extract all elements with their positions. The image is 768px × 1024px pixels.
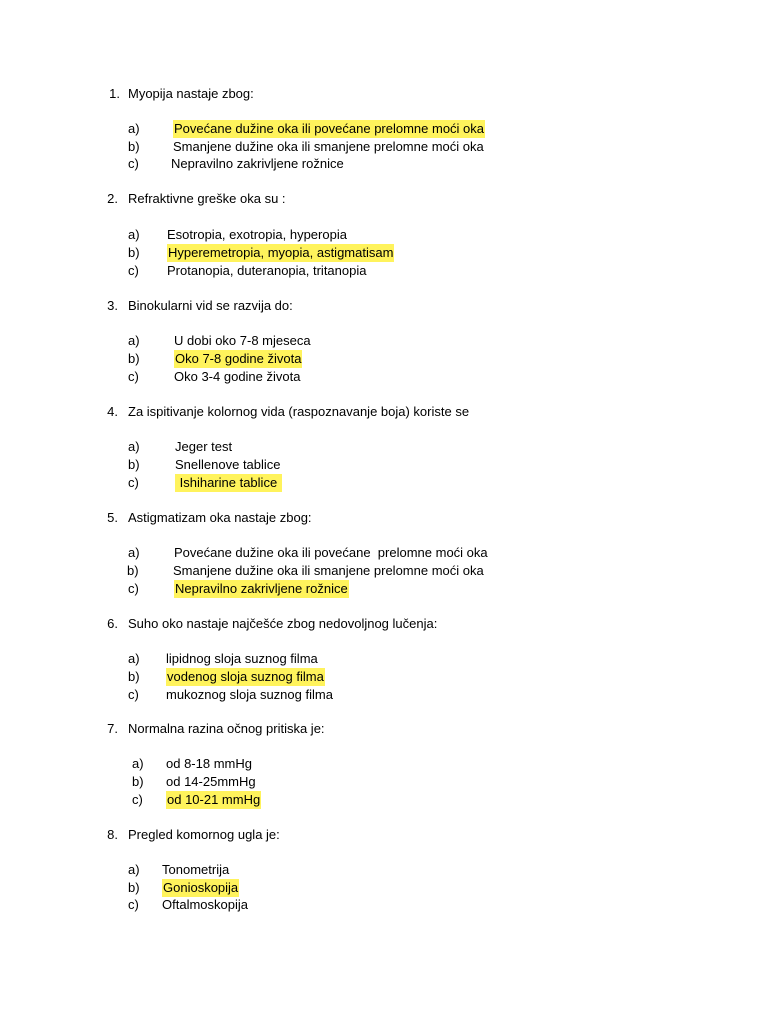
option-letter: a) <box>128 121 140 136</box>
option-text: Smanjene dužine oka ili smanjene prelomne moći oka <box>173 139 484 154</box>
option-letter: b) <box>128 245 140 260</box>
option-text: Oko 3-4 godine života <box>174 369 301 384</box>
option-letter: b) <box>128 669 140 684</box>
question-text: Normalna razina očnog pritiska je: <box>128 721 325 736</box>
option-text: Oftalmoskopija <box>162 897 248 912</box>
option-text-highlighted: Oko 7-8 godine života <box>175 351 302 366</box>
option-3a <box>0 332 768 350</box>
option-5b <box>0 562 768 580</box>
question-6 <box>0 615 768 633</box>
option-text: Protanopia, duteranopia, tritanopia <box>167 263 367 278</box>
option-letter: b) <box>128 351 140 366</box>
option-8a <box>0 861 768 879</box>
option-text-highlighted: Nepravilno zakrivljene rožnice <box>175 581 348 596</box>
question-number: 7. <box>107 721 118 736</box>
option-4a <box>0 438 768 456</box>
question-text: Suho oko nastaje najčešće zbog nedovoljnog lučenja: <box>128 616 438 631</box>
option-letter: c) <box>128 475 139 490</box>
question-number: 2. <box>107 191 118 206</box>
option-8c <box>0 896 768 914</box>
option-letter: c) <box>128 369 139 384</box>
question-number: 1. <box>109 86 120 101</box>
option-letter: b) <box>128 457 140 472</box>
option-letter: b) <box>127 563 139 578</box>
option-letter: c) <box>128 897 139 912</box>
option-6a <box>0 650 768 668</box>
option-2b <box>0 244 768 262</box>
option-text-highlighted: Ishiharine tablice <box>176 475 281 490</box>
option-text: Smanjene dužine oka ili smanjene prelomne moći oka <box>173 563 484 578</box>
option-text-highlighted: vodenog sloja suznog filma <box>167 669 324 684</box>
option-text: lipidnog sloja suznog filma <box>166 651 318 666</box>
question-7 <box>0 720 768 738</box>
question-number: 4. <box>107 404 118 419</box>
question-number: 8. <box>107 827 118 842</box>
option-text: od 14-25mmHg <box>166 774 256 789</box>
option-4c <box>0 474 768 492</box>
option-text-highlighted: Hyperemetropia, myopia, astigmatisam <box>168 245 394 260</box>
option-letter: a) <box>128 333 140 348</box>
option-letter: b) <box>132 774 144 789</box>
option-7c <box>0 791 768 809</box>
option-1b <box>0 138 768 156</box>
option-letter: a) <box>128 439 140 454</box>
question-number: 6. <box>107 616 118 631</box>
option-letter: a) <box>128 651 140 666</box>
option-letter: c) <box>128 581 139 596</box>
option-text: od 8-18 mmHg <box>166 756 252 771</box>
question-text: Za ispitivanje kolornog vida (raspoznavanje boja) koriste se <box>128 404 470 419</box>
question-text: Refraktivne greške oka su : <box>128 191 286 206</box>
question-text: Pregled komornog ugla je: <box>128 827 280 842</box>
question-text: Myopija nastaje zbog: <box>128 86 254 101</box>
option-letter: a) <box>132 756 144 771</box>
question-3 <box>0 297 768 315</box>
option-6b <box>0 668 768 686</box>
option-2a <box>0 226 768 244</box>
option-letter: c) <box>128 687 139 702</box>
option-letter: b) <box>128 139 140 154</box>
option-text-highlighted: Povećane dužine oka ili povećane prelomne moći oka <box>174 121 485 136</box>
option-4b <box>0 456 768 474</box>
option-3c <box>0 368 768 386</box>
question-number: 5. <box>107 510 118 525</box>
question-4 <box>0 403 768 421</box>
option-text: U dobi oko 7-8 mjeseca <box>174 333 311 348</box>
option-text: Tonometrija <box>162 862 230 877</box>
option-7a <box>0 755 768 773</box>
question-number: 3. <box>107 298 118 313</box>
option-1a <box>0 120 768 138</box>
option-text: Jeger test <box>175 439 233 454</box>
question-1 <box>0 85 768 103</box>
question-text: Binokularni vid se razvija do: <box>128 298 293 313</box>
option-letter: a) <box>128 227 140 242</box>
question-2 <box>0 190 768 208</box>
option-text: Povećane dužine oka ili povećane prelomne moći oka <box>174 545 488 560</box>
question-text: Astigmatizam oka nastaje zbog: <box>128 510 312 525</box>
option-8b <box>0 879 768 897</box>
question-8 <box>0 826 768 844</box>
option-letter: c) <box>128 156 139 171</box>
option-text: mukoznog sloja suznog filma <box>166 687 333 702</box>
option-text: Esotropia, exotropia, hyperopia <box>167 227 347 242</box>
option-text: Nepravilno zakrivljene rožnice <box>171 156 344 171</box>
option-1c <box>0 155 768 173</box>
option-letter: b) <box>128 880 140 895</box>
option-2c <box>0 262 768 280</box>
option-letter: a) <box>128 545 140 560</box>
option-5c <box>0 580 768 598</box>
question-5 <box>0 509 768 527</box>
option-text: Snellenove tablice <box>175 457 281 472</box>
option-text-highlighted: Gonioskopija <box>163 880 239 895</box>
option-text-highlighted: od 10-21 mmHg <box>167 792 261 807</box>
option-3b <box>0 350 768 368</box>
option-6c <box>0 686 768 704</box>
option-letter: c) <box>132 792 143 807</box>
option-letter: c) <box>128 263 139 278</box>
option-letter: a) <box>128 862 140 877</box>
option-5a <box>0 544 768 562</box>
option-7b <box>0 773 768 791</box>
